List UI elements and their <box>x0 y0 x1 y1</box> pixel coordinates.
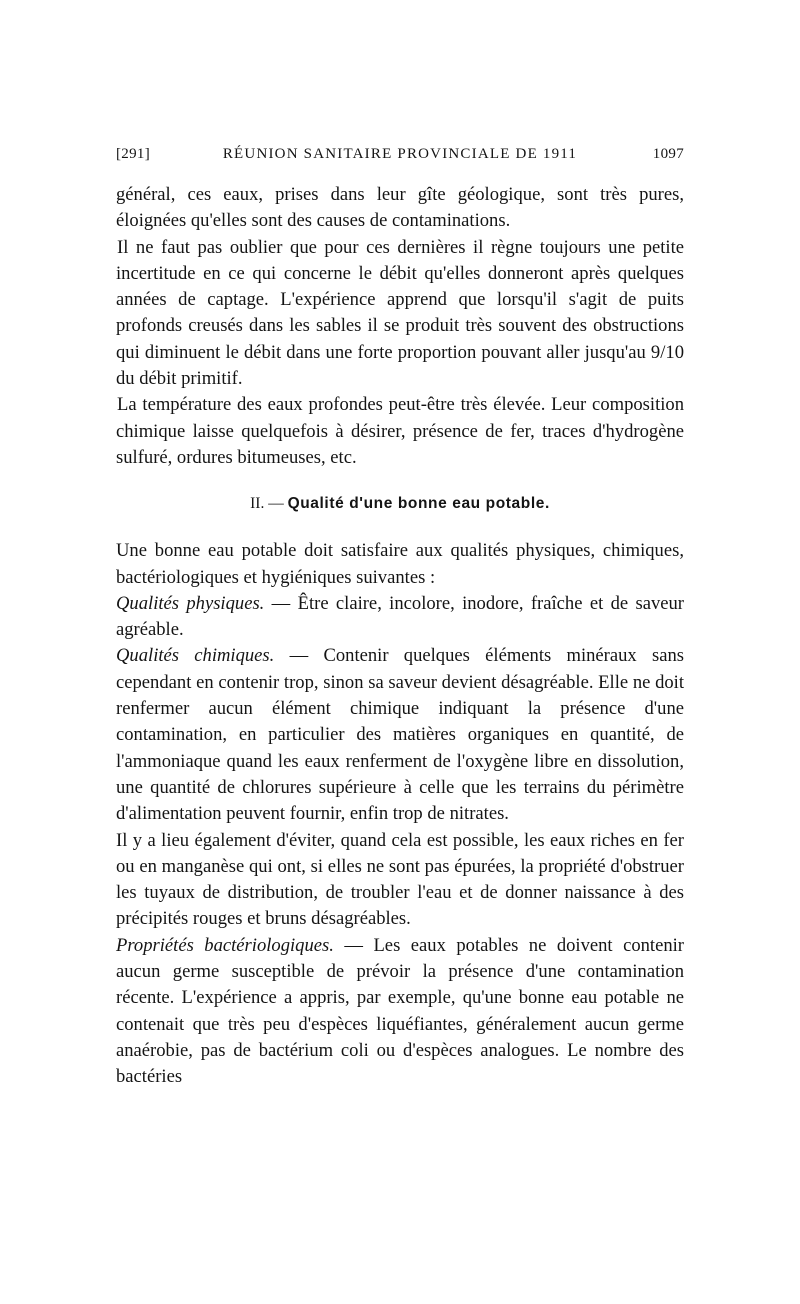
page-reference: [291] <box>116 146 150 162</box>
paragraph-8-text: — Les eaux potables ne doivent contenir aucun germe susceptible de prévoir la présence d'une contamination récente. L'expérience a appris, par exemple, qu'une bonne eau potable ne contenait que très peu d'espèces liquéfiantes, généralement aucun germe anaérobie, pas de bactérium coli ou d'espèces analogues. Le nombre des bactéries <box>116 934 684 1088</box>
section-title: Qualité d'une bonne eau potable. <box>287 495 550 513</box>
section-number: II. — <box>250 495 284 513</box>
running-title: RÉUNION SANITAIRE PROVINCIALE DE 1911 <box>222 146 578 162</box>
paragraph-5-text: — Être claire, incolore, inodore, fraîche et de saveur agréable. <box>116 592 684 641</box>
paragraph-7: Il y a lieu également d'éviter, quand cela est possible, les eaux riches en fer ou en manganèse qui ont, si elles ne sont pas épurées, la propriété d'obstruer les tuyaux de distribution, de troubler l'eau et de donner naissance à des précipités rouges et bruns désagréables. <box>116 829 684 930</box>
page-number: 1097 <box>652 146 684 162</box>
paragraph-5-label: Qualités physiques. <box>116 592 265 614</box>
paragraph-8 <box>116 933 684 1091</box>
paragraph-4: Une bonne eau potable doit satisfaire aux qualités physiques, chimiques, bactériologiques et hygiéniques suivantes : <box>116 540 684 588</box>
running-head <box>116 146 684 172</box>
paragraph-6-label: Qualités chimiques. <box>116 645 275 667</box>
body-text <box>116 182 684 1091</box>
paragraph-3: La température des eaux profondes peut-être très élevée. Leur composition chimique laisse quelquefois à désirer, présence de fer, traces d'hydrogène sulfuré, ordures bitumeuses, etc. <box>116 394 684 468</box>
paragraph-2: Il ne faut pas oublier que pour ces dernières il règne toujours une petite incertitude en ce qui concerne le débit qu'elles donneront après quelques années de captage. L'expérience apprend que lorsqu'il s'agit de puits profonds creusés dans les sables il se produit très souvent des obstructions qui diminuent le débit dans une forte proportion pouvant aller jusqu'au 9/10 du débit primitif. <box>116 236 684 390</box>
paragraph-5 <box>116 591 684 644</box>
document-page <box>116 146 684 1091</box>
paragraph-8-label: Propriétés bactériologiques. <box>116 934 334 956</box>
paragraph-6 <box>116 643 684 827</box>
paragraph-1: général, ces eaux, prises dans leur gîte géologique, sont très pures, éloignées qu'elles sont des causes de contaminations. <box>116 184 684 232</box>
paragraph-6-text: — Contenir quelques éléments minéraux sans cependant en contenir trop, sinon sa saveur devient désagréable. Elle ne doit renfermer aucun élément chimique indiquant la présence d'une contamination, en particulier des matières organiques en quantité, de l'ammoniaque quand les eaux renferment de l'oxygène libre en dissolution, une quantité de chlorures supérieure à celle que les terrains du périmètre d'alimentation peuvent fournir, enfin trop de nitrates. <box>116 645 684 825</box>
section-heading <box>116 492 684 516</box>
